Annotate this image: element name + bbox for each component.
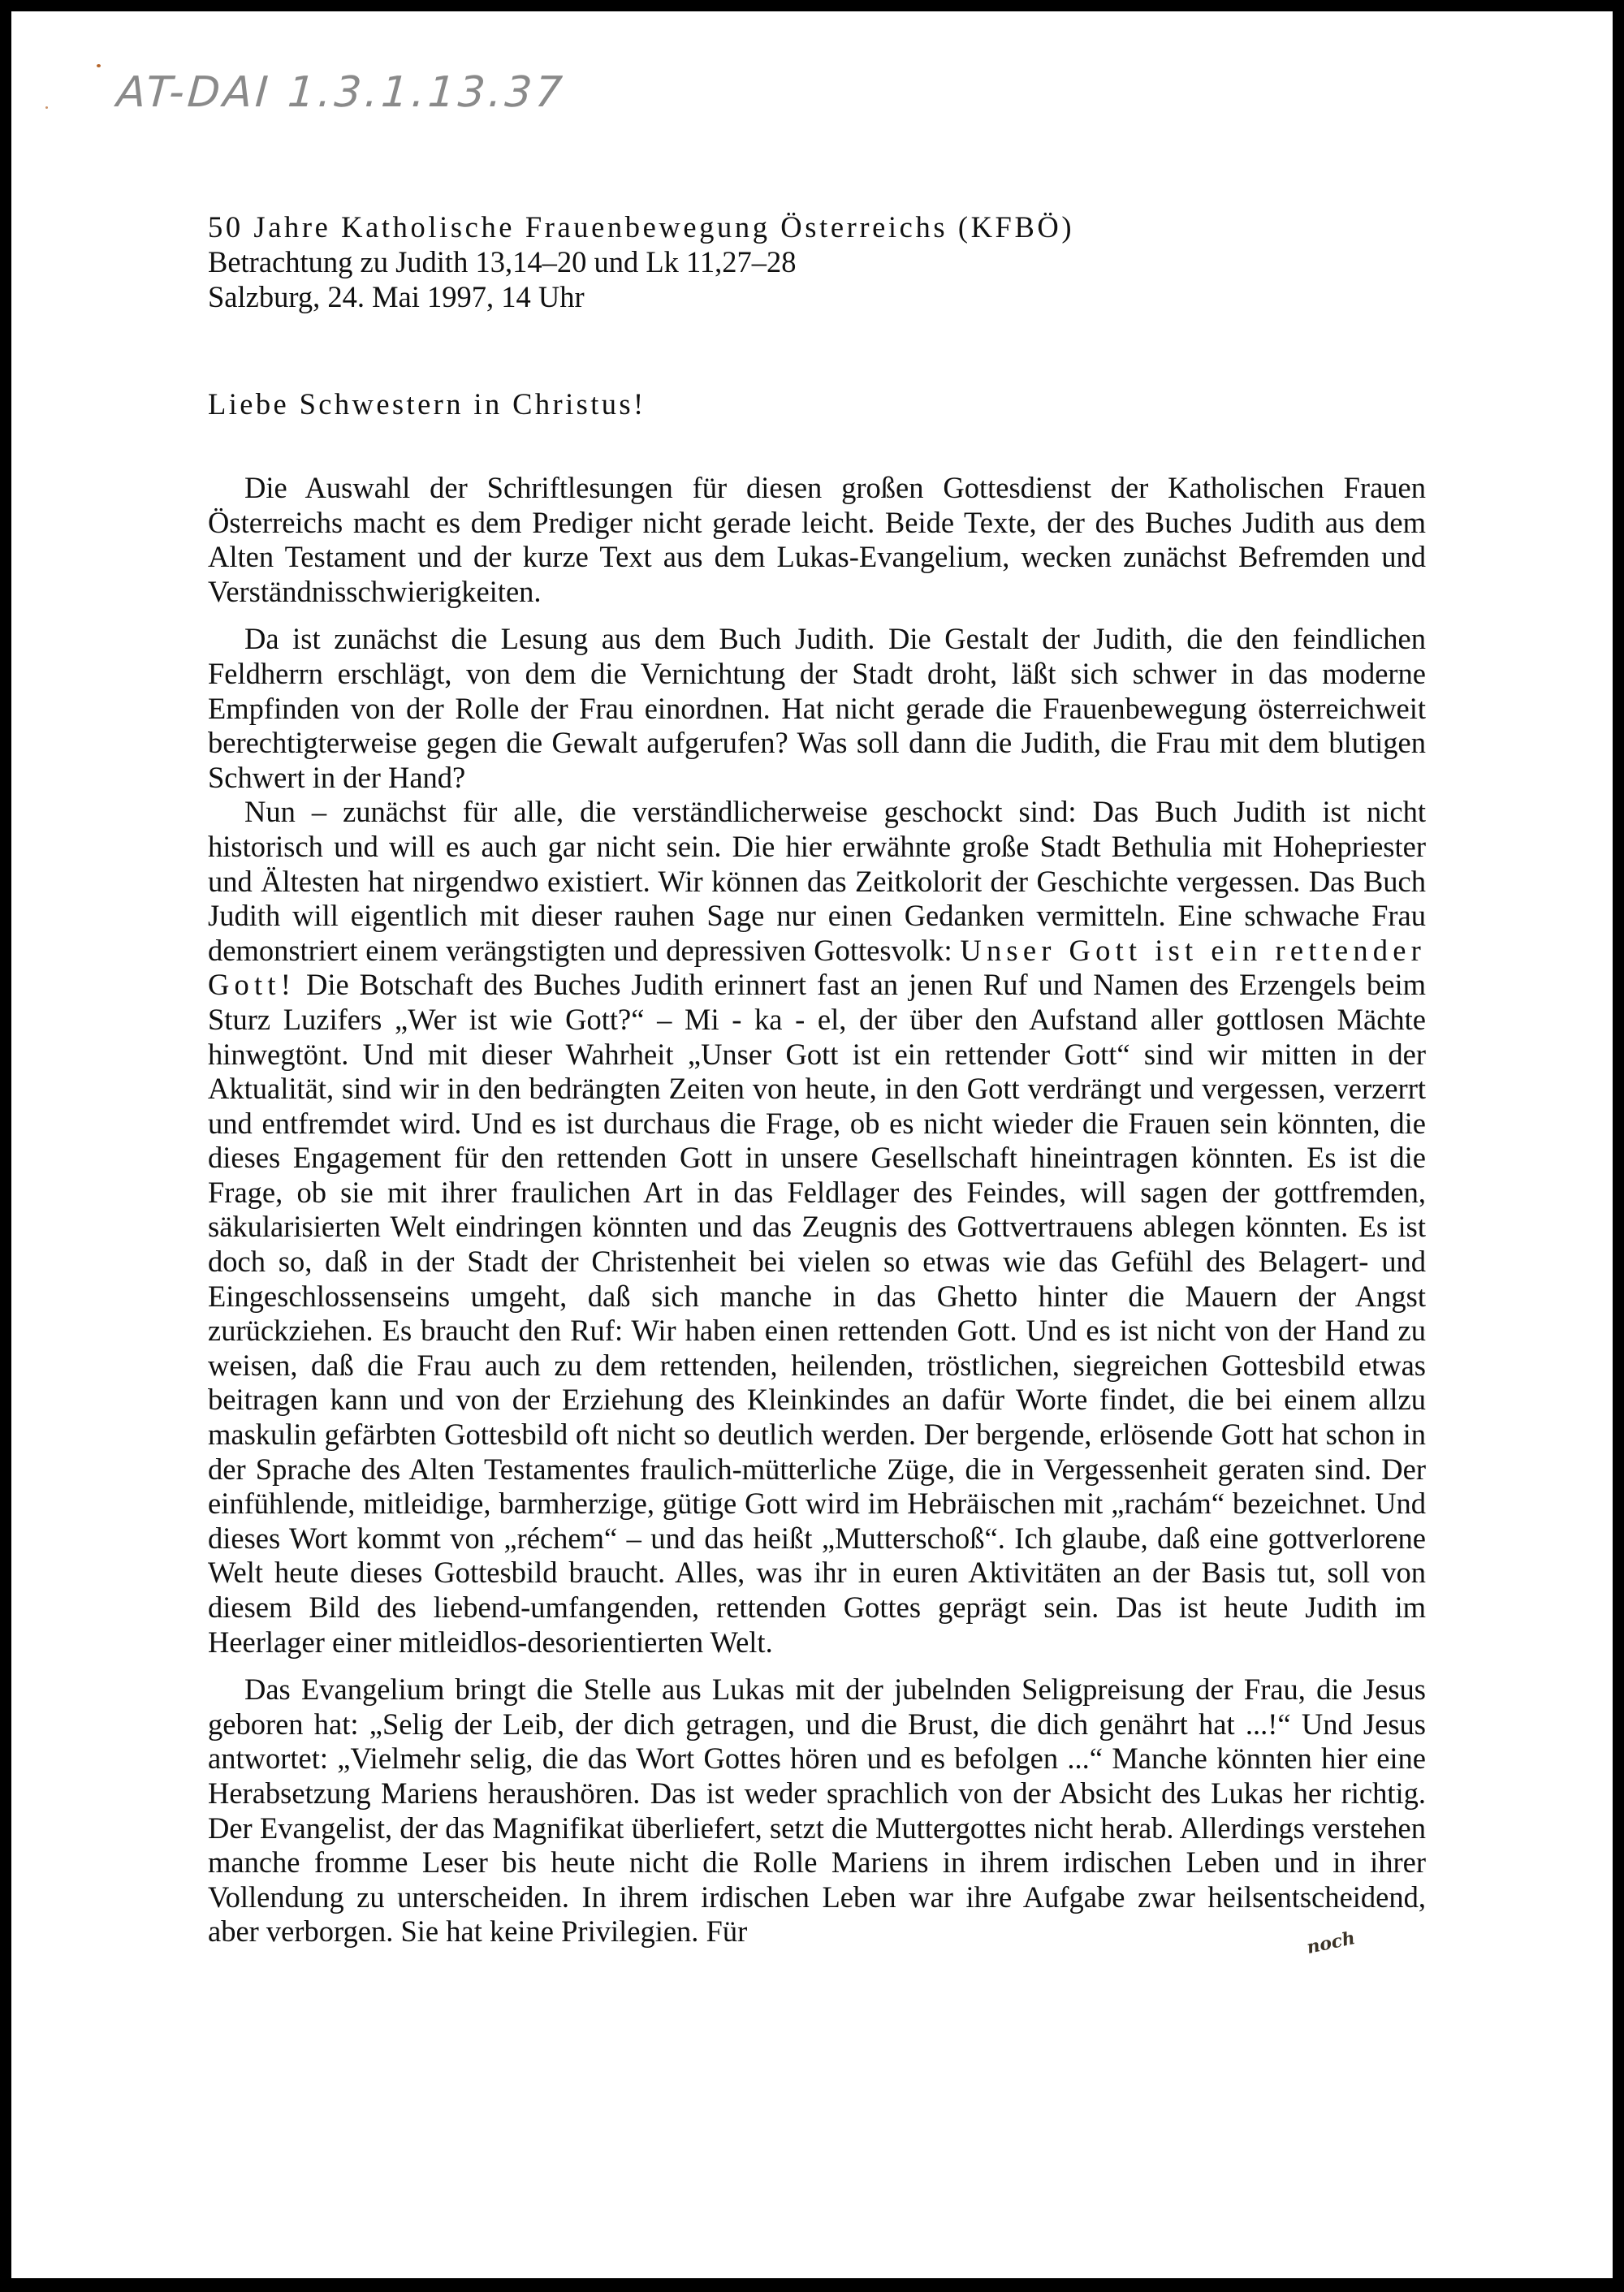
paragraph: Das Evangelium bringt die Stelle aus Lukas mit der jubelnden Seligpreisung der Frau, die Jesus geboren hat: „Selig der Leib, der dich getragen, und die Brust, die dich genährt hat ...!“ Und Jesus antwortet: „Vielmehr selig, die das Wort Gottes hören und es befolgen ...“ Manche könnten hier eine Herabsetzung Mariens heraushören. Das ist weder sprachlich von der Absicht des Lukas her richtig. Der Evangelist, der das Magnifikat überliefert, setzt die Muttergottes nicht herab. Allerdings verstehen manche fromme Leser bis heute nicht die Rolle Mariens in ihrem irdischen Leben und in ihrer Vollendung zu unterscheiden. In ihrem irdischen Leben war ihre Aufgabe zwar heilsentscheidend, aber verborgen. Sie hat keine Privilegien. Für xyxy=(208,1673,1426,1949)
paragraph-text: Die Botschaft des Buches Judith erinnert fast an jenen Ruf und Namen des Erzengels beim Sturz Luzifers „Wer ist wie Gott?“ – Mi - ka - el, der über den Aufstand aller gottlosen Mächte hinwegtönt. Und mit dieser Wahrheit „Unser Gott ist ein rettender Gott“ sind wir mitten in der Aktualität, sind wir in den bedrängten Zeiten von heute, in den Gott verdrängt und vergessen, verzerrt und entfremdet wird. Und es ist durchaus die Frage, ob es nicht wieder die Frauen sein könnten, die dieses Engagement für den rettenden Gott in unsere Gesellschaft hineintragen könnten. Es ist die Frage, ob sie mit ihrer fraulichen Art in das Feldlager des Feindes, will sagen der gottfremden, säkularisierten Welt eindringen könnten und das Zeugnis des Gottvertrauens ablegen könnten. Es ist doch so, daß in der Stadt der Christenheit bei vielen so etwas wie das Gefühl des Belagert- und Eingeschlossenseins umgeht, daß sich manche in das Ghetto hinter die Mauern der Angst zurückziehen. Es braucht den Ruf: Wir haben einen rettenden Gott. Und es ist nicht von der Hand zu weisen, daß die Frau auch zu dem rettenden, heilenden, tröstlichen, siegreichen Gottesbild etwas beitragen kann und von der Erziehung des Kleinkindes an dafür Worte findet, die bei einem allzu maskulin gefärbten Gottesbild oft nicht so deutlich werden. Der bergende, erlösende Gott hat schon in der Sprache des Alten Testamentes fraulich-mütterliche Züge, die in Vergessenheit geraten sind. Der einfühlende, mitleidige, barmherzige, gütige Gott wird im Hebräischen mit „rachám“ bezeichnet. Und dieses Wort kommt von „réchem“ – und das heißt „Mutterschoß“. Ich glaube, daß eine gottverlorene Welt heute dieses Gottesbild braucht. Alles, was ihr in euren Aktivitäten an der Basis tut, soll von diesem Bild des liebend-umfangenden, rettenden Gottes geprägt sein. Das ist heute Judith im Heerlager einer mitleidlos-desorientierten Welt. xyxy=(208,968,1426,1659)
archive-signature: AT-DAI 1.3.1.13.37 xyxy=(114,68,568,117)
document-header xyxy=(208,209,1426,314)
scanned-page xyxy=(11,11,1613,2278)
handwritten-insertion: noch xyxy=(1304,1927,1358,1958)
paragraph: Da ist zunächst die Lesung aus dem Buch Judith. Die Gestalt der Judith, die den feindlichen Feldherrn erschlägt, von dem die Vernichtung der Stadt droht, läßt sich schwer in das moderne Empfinden von der Rolle der Frau einordnen. Hat nicht gerade die Frauenbewegung österreichweit berechtigterweise gegen die Gewalt aufgerufen? Was soll dann die Judith, die Frau mit dem blutigen Schwert in der Hand? xyxy=(208,622,1426,794)
paragraph-text: Nun – zunächst für alle, die verständlicherweise geschockt sind: Das Buch Judith ist nicht historisch und will es auch gar nicht sein. Die hier erwähnte große Stadt Bethulia mit Hohepriester und Ältesten hat nirgendwo existiert. Wir können das Zeitkolorit der Geschichte vergessen. Das Buch Judith will eigentlich mit dieser rauhen Sage nur einen Gedanken vermitteln. Eine schwache Frau demonstriert einem verängstigten und depressiven Gottesvolk: xyxy=(208,795,1426,967)
salutation: Liebe Schwestern in Christus! xyxy=(208,387,646,421)
document-body xyxy=(208,471,1426,1949)
paper-speck xyxy=(45,106,48,109)
paper-speck xyxy=(97,64,101,67)
header-title: 50 Jahre Katholische Frauenbewegung Österreichs (KFBÖ) xyxy=(208,210,1075,244)
emphasized-text: Unser Gott ist ein rettender Gott! xyxy=(208,933,1426,1002)
header-place-date: Salzburg, 24. Mai 1997, 14 Uhr xyxy=(208,280,585,313)
paragraph xyxy=(208,795,1426,1660)
paragraph: Die Auswahl der Schriftlesungen für diesen großen Gottesdienst der Katholischen Frauen Österreichs macht es dem Prediger nicht gerade leicht. Beide Texte, der des Buches Judith aus dem Alten Testament und der kurze Text aus dem Lukas-Evangelium, wecken zunächst Befremden und Verständnisschwierigkeiten. xyxy=(208,471,1426,608)
header-subtitle: Betrachtung zu Judith 13,14–20 und Lk 11,27–28 xyxy=(208,245,797,278)
